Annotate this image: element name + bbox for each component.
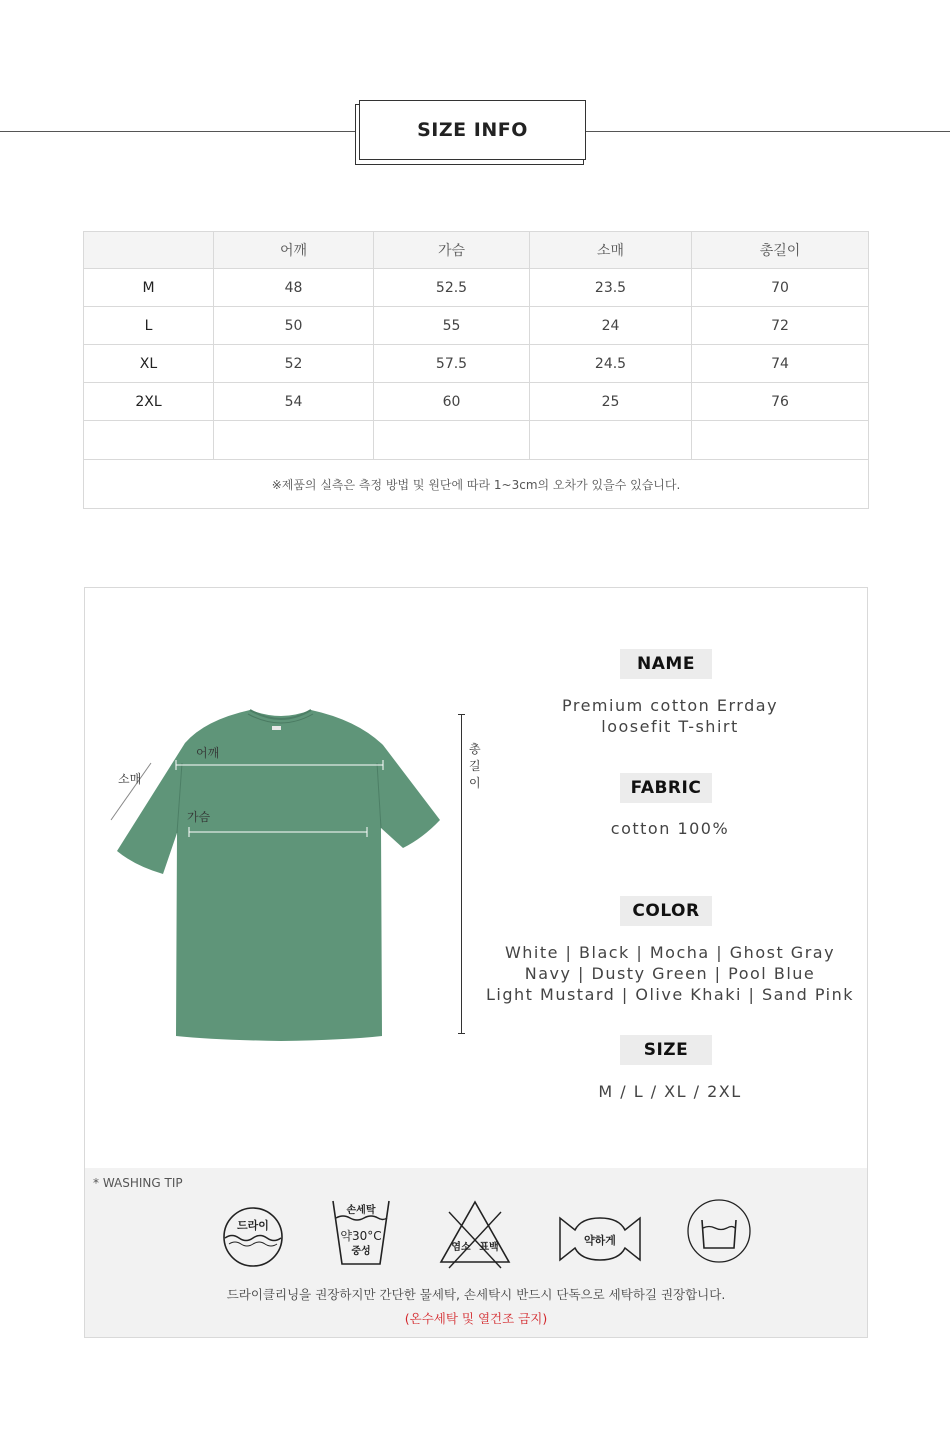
fabric-heading: FABRIC — [620, 773, 712, 803]
tumble-dry-icon — [686, 1198, 752, 1268]
table-cell: 52 — [214, 345, 374, 383]
table-cell — [692, 421, 869, 460]
sleeve-label: 소매 — [118, 772, 142, 786]
hand-wash-bottom-label: 중성 — [351, 1246, 371, 1257]
size-label: XL — [84, 345, 214, 383]
title-divider-left — [0, 131, 356, 132]
table-cell: 55 — [374, 307, 530, 345]
table-cell: 54 — [214, 383, 374, 421]
hand-wash-top-label: 손세탁 — [346, 1205, 376, 1216]
table-cell — [374, 421, 530, 460]
table-row — [84, 307, 869, 345]
size-label: 2XL — [84, 383, 214, 421]
table-cell: 48 — [214, 269, 374, 307]
table-header-row — [84, 232, 869, 269]
table-row — [84, 345, 869, 383]
table-cell: 24.5 — [530, 345, 692, 383]
hand-wash-temp-label: 약30°C — [340, 1229, 382, 1243]
no-bleach-icon — [437, 1198, 513, 1270]
size-value: M / L / XL / 2XL — [598, 1082, 742, 1101]
table-cell: 57.5 — [374, 345, 530, 383]
measurement-diagram — [85, 588, 485, 1168]
product-name-line: loosefit T-shirt — [601, 717, 739, 736]
table-cell: 52.5 — [374, 269, 530, 307]
table-cell: 70 — [692, 269, 869, 307]
size-table — [83, 231, 869, 509]
measurement-note: ※제품의 실측은 측정 방법 및 원단에 따라 1~3cm의 오차가 있을수 있습니다. — [84, 460, 869, 509]
title-divider-right — [586, 131, 950, 132]
gentle-wring-icon — [557, 1198, 643, 1268]
color-line: White | Black | Mocha | Ghost Gray — [504, 943, 836, 962]
no-bleach-right-label: 표백 — [479, 1242, 499, 1253]
color-list — [470, 942, 870, 1005]
table-cell: 25 — [530, 383, 692, 421]
dry-clean-label: 드라이 — [237, 1219, 269, 1232]
table-cell: 74 — [692, 345, 869, 383]
table-row — [84, 383, 869, 421]
washing-warning: (온수세탁 및 열건조 금지) — [404, 1311, 548, 1326]
table-row-empty — [84, 421, 869, 460]
table-row — [84, 269, 869, 307]
header-cell-sleeve: 소매 — [530, 232, 692, 269]
hand-wash-icon — [328, 1198, 394, 1268]
table-cell: 24 — [530, 307, 692, 345]
section-title-box — [359, 100, 586, 160]
product-info-panel — [84, 587, 868, 1338]
chest-label: 가슴 — [187, 810, 211, 824]
size-label: L — [84, 307, 214, 345]
table-note-row — [84, 460, 869, 509]
table-cell: 60 — [374, 383, 530, 421]
size-heading: SIZE — [620, 1035, 712, 1065]
tshirt-body — [117, 710, 440, 1041]
total-length-line — [461, 714, 462, 1034]
product-name-line: Premium cotton Errday — [561, 696, 779, 715]
gentle-wring-label: 약하게 — [584, 1234, 616, 1247]
header-cell-chest: 가슴 — [374, 232, 530, 269]
name-heading: NAME — [620, 649, 712, 679]
header-cell-shoulder: 어깨 — [214, 232, 374, 269]
color-line: Navy | Dusty Green | Pool Blue — [524, 964, 816, 983]
total-length-label: 총길이 — [469, 742, 481, 790]
washing-description: 드라이클리닝을 권장하지만 간단한 물세탁, 손세탁시 반드시 단독으로 세탁하길 권장합니다. — [226, 1287, 726, 1302]
table-cell: 50 — [214, 307, 374, 345]
washing-tip-title: * WASHING TIP — [93, 1176, 183, 1190]
neck-tag — [272, 726, 281, 730]
table-cell — [530, 421, 692, 460]
size-label — [84, 421, 214, 460]
size-label: M — [84, 269, 214, 307]
fabric-value: cotton 100% — [610, 819, 730, 838]
table-cell: 23.5 — [530, 269, 692, 307]
tshirt-illustration — [85, 588, 485, 1068]
product-name — [515, 695, 825, 737]
header-cell-blank — [84, 232, 214, 269]
color-line: Light Mustard | Olive Khaki | Sand Pink — [486, 985, 854, 1004]
table-cell: 76 — [692, 383, 869, 421]
shoulder-label: 어깨 — [196, 746, 220, 760]
no-bleach-left-label: 염소 — [451, 1242, 471, 1253]
table-cell — [214, 421, 374, 460]
table-cell: 72 — [692, 307, 869, 345]
color-heading: COLOR — [620, 896, 712, 926]
dry-clean-icon — [221, 1198, 285, 1268]
section-title: SIZE INFO — [417, 119, 528, 141]
header-cell-length: 총길이 — [692, 232, 869, 269]
washing-tip-section — [85, 1168, 867, 1337]
